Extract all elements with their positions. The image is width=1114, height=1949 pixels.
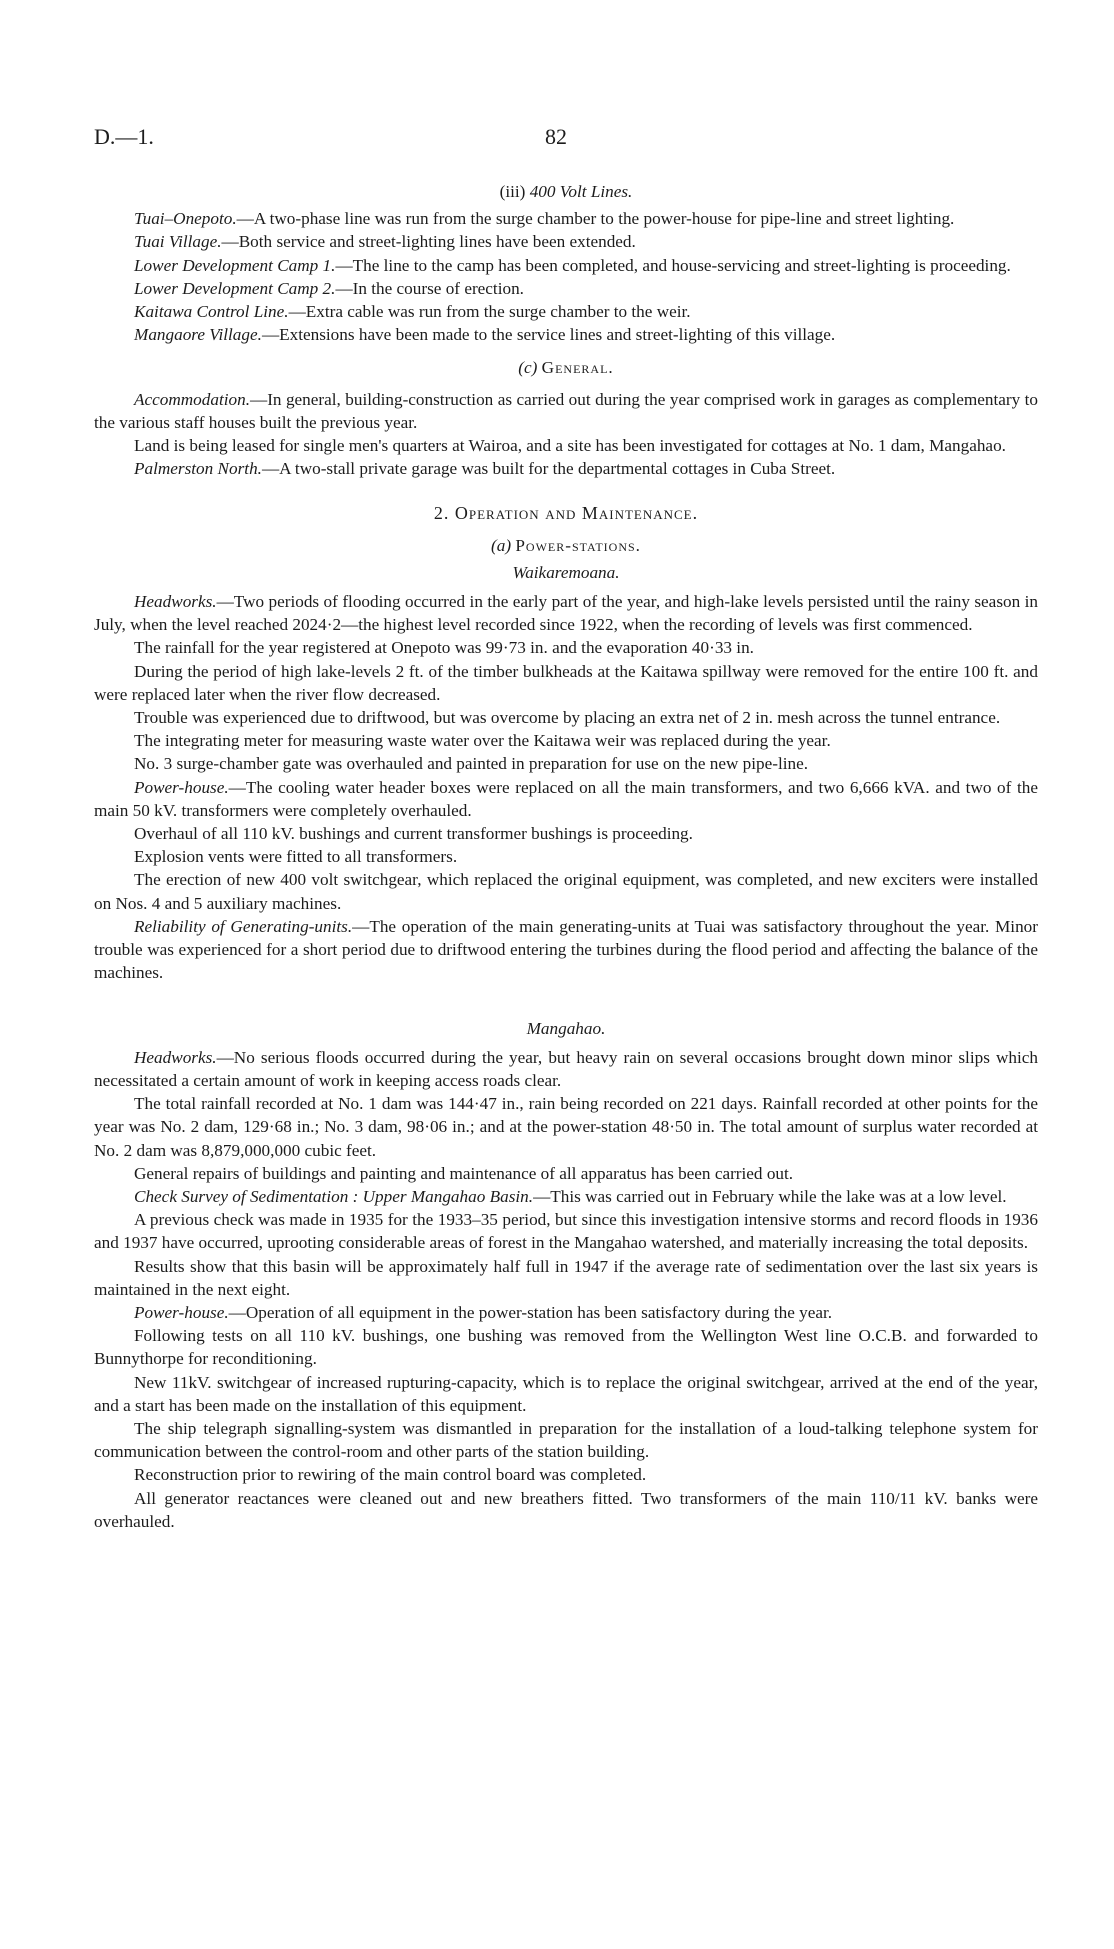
- paragraph-tuai-village: [94, 230, 1038, 253]
- paragraph-bushing-tests: Following tests on all 110 kV. bushings, one bushing was removed from the Wellington West line O.C.B. and forwarded to Bunnythorpe for reconditioning.: [94, 1326, 1038, 1369]
- paragraph-control-board: Reconstruction prior to rewiring of the main control board was completed.: [134, 1465, 647, 1485]
- heading-title: General.: [541, 358, 614, 378]
- section-heading-operation-maintenance: 2. Operation and Maintenance.: [433, 503, 699, 524]
- paragraph-lead: Accommodation.: [134, 389, 250, 409]
- paragraph-text: —Extra cable was run from the surge chamber to the weir.: [288, 302, 691, 322]
- heading-number: (iii): [499, 182, 526, 201]
- paragraph-bushings: Overhaul of all 110 kV. bushings and current transformer bushings is proceeding.: [134, 824, 693, 844]
- paragraph-results: Results show that this basin will be approximately half full in 1947 if the average rate of sedimentation over the last six years is maintained in the next eight.: [94, 1256, 1038, 1299]
- paragraph-text: —Operation of all equipment in the power-station has been satisfactory during the year.: [228, 1302, 833, 1322]
- paragraph-accommodation: [94, 388, 1038, 434]
- paragraph-lead: Tuai Village.: [134, 232, 222, 252]
- paragraph-lead: Palmerston North.: [134, 459, 262, 479]
- station-heading-mangahao: [94, 1017, 1038, 1040]
- heading-number: (a): [491, 535, 512, 555]
- paragraph-kaitawa-control-line: [94, 300, 1038, 323]
- paragraph-headworks: [94, 590, 1038, 636]
- paragraph-surge-chamber-gate: No. 3 surge-chamber gate was overhauled and painted in preparation for use on the new pipe-line.: [134, 754, 809, 774]
- paragraph-lead: Headworks.: [134, 1047, 217, 1067]
- heading-title: Mangahao.: [526, 1018, 606, 1038]
- section-heading-general: [94, 356, 1038, 379]
- paragraph-text: —No serious floods occurred during the year, but heavy rain on several occasions brought down minor slips which necessitated a certain amount of work in keeping access roads clear.: [94, 1047, 1038, 1090]
- paragraph-lead: Kaitawa Control Line.: [134, 302, 289, 322]
- series-label: D.—1.: [94, 124, 154, 149]
- paragraph-lead: Power-house.: [134, 777, 229, 797]
- paragraph-lead: Check Survey of Sedimentation : Upper Mangahao Basin.: [134, 1186, 534, 1206]
- heading-title: Power-stations.: [515, 535, 641, 555]
- paragraph-text: —This was carried out in February while the lake was at a low level.: [533, 1186, 1007, 1206]
- paragraph-headworks: [94, 1046, 1038, 1092]
- paragraph-integrating-meter: The integrating meter for measuring waste water over the Kaitawa weir was replaced during the year.: [134, 731, 831, 751]
- paragraph-previous-check: A previous check was made in 1935 for the 1933–35 period, but since this investigation intensive storms and record floods in 1936 and 1937 have occurred, uprooting considerable areas of forest in the Mangahao watershed, and materially increasing the total deposits.: [94, 1210, 1038, 1253]
- paragraph-rainfall: The total rainfall recorded at No. 1 dam was 144·47 in., rain being recorded on 221 days. Rainfall recorded at other points for the year was No. 2 dam, 129·68 in.; No. 3 dam, 98·06 in.; and at the power-station 48·50 in. The total amount of surplus water recorded at No. 2 dam was 8,879,000,000 cubic feet.: [94, 1094, 1038, 1160]
- paragraph-general-repairs: General repairs of buildings and painting and maintenance of all apparatus has been carried out.: [134, 1163, 794, 1183]
- subsection-heading-power-stations: [94, 534, 1038, 557]
- paragraph-mangaore-village: [94, 323, 1038, 346]
- paragraph-text: —In general, building-construction as carried out during the year comprised work in garages as complementary to the various staff houses built the previous year.: [94, 389, 1038, 432]
- paragraph-text: —A two-phase line was run from the surge chamber to the power-house for pipe-line and street lighting.: [236, 209, 955, 229]
- page-body: [94, 180, 1038, 1533]
- paragraph-text: —In the course of erection.: [335, 278, 524, 298]
- heading-number: (c): [518, 358, 538, 378]
- paragraph-text: —A two-stall private garage was built for the departmental cottages in Cuba Street.: [261, 459, 836, 479]
- paragraph-reactances: All generator reactances were cleaned out and new breathers fitted. Two transformers of the main 110/11 kV. banks were overhauled.: [94, 1488, 1038, 1531]
- paragraph-switchgear: The erection of new 400 volt switchgear, which replaced the original equipment, was completed, and new exciters were installed on Nos. 4 and 5 auxiliary machines.: [94, 870, 1038, 913]
- paragraph-new-switchgear: New 11kV. switchgear of increased rupturing-capacity, which is to replace the original switchgear, arrived at the end of the year, and a start has been made on the installation of this equipment.: [94, 1372, 1038, 1415]
- paragraph-lead: Reliability of Generating-units.: [134, 916, 353, 936]
- paragraph-text: —The operation of the main generating-units at Tuai was satisfactory throughout the year. Minor trouble was experienced for a short period due to driftwood entering the turbines during the flood period and affecting the balance of the machines.: [94, 916, 1038, 983]
- paragraph-reliability: [94, 915, 1038, 985]
- paragraph-land-leased: Land is being leased for single men's quarters at Wairoa, and a site has been investigated for cottages at No. 1 dam, Mangahao.: [134, 436, 1006, 456]
- paragraph-palmerston-north: [94, 457, 1038, 480]
- section-heading-400-volt-lines: [94, 180, 1038, 203]
- paragraph-lead: Power-house.: [134, 1302, 229, 1322]
- paragraph-sedimentation-survey: [94, 1185, 1038, 1208]
- paragraph-driftwood: Trouble was experienced due to driftwood, but was overcome by placing an extra net of 2 in. mesh across the tunnel entrance.: [134, 708, 1001, 728]
- paragraph-lead: Lower Development Camp 2.: [134, 278, 336, 298]
- paragraph-lower-camp-1: [94, 254, 1038, 277]
- paragraph-lead: Mangaore Village.: [134, 325, 262, 345]
- paragraph-lower-camp-2: [94, 277, 1038, 300]
- paragraph-power-house: [94, 1301, 1038, 1324]
- paragraph-text: —Two periods of flooding occurred in the early part of the year, and high-lake levels persisted until the rainy season in July, when the level reached 2024·2—the highest level recorded since 1922, when the recording of levels was first commenced.: [94, 592, 1038, 635]
- heading-title: 400 Volt Lines.: [529, 182, 633, 201]
- paragraph-text: —Extensions have been made to the service lines and street-lighting of this village.: [261, 325, 836, 345]
- paragraph-ship-telegraph: The ship telegraph signalling-system was dismantled in preparation for the installation of a loud-talking telephone system for communication between the control-room and other parts of the station building.: [94, 1418, 1038, 1462]
- paragraph-lead: Lower Development Camp 1.: [134, 255, 336, 275]
- paragraph-text: —The cooling water header boxes were replaced on all the main transformers, and two 6,666 kVA. and two of the main 50 kV. transformers were completely overhauled.: [94, 777, 1038, 820]
- page-number: 82: [545, 124, 567, 149]
- paragraph-text: —The line to the camp has been completed, and house-servicing and street-lighting is proceeding.: [335, 255, 1011, 275]
- paragraph-lead: Tuai–Onepoto.: [134, 209, 237, 229]
- heading-title: Waikaremoana.: [512, 562, 620, 582]
- paragraph-lead: Headworks.: [134, 592, 217, 612]
- station-heading-waikaremoana: [94, 561, 1038, 584]
- paragraph-rainfall: The rainfall for the year registered at Onepoto was 99·73 in. and the evaporation 40·33 in.: [134, 638, 754, 658]
- paragraph-bulkheads: During the period of high lake-levels 2 ft. of the timber bulkheads at the Kaitawa spillway were removed for the entire 100 ft. and were replaced later when the river flow decreased.: [94, 661, 1038, 704]
- paragraph-explosion-vents: Explosion vents were fitted to all transformers.: [134, 847, 458, 867]
- paragraph-text: —Both service and street-lighting lines have been extended.: [221, 232, 636, 252]
- paragraph-tuai-onepoto: [94, 207, 1038, 230]
- paragraph-power-house: [94, 776, 1038, 822]
